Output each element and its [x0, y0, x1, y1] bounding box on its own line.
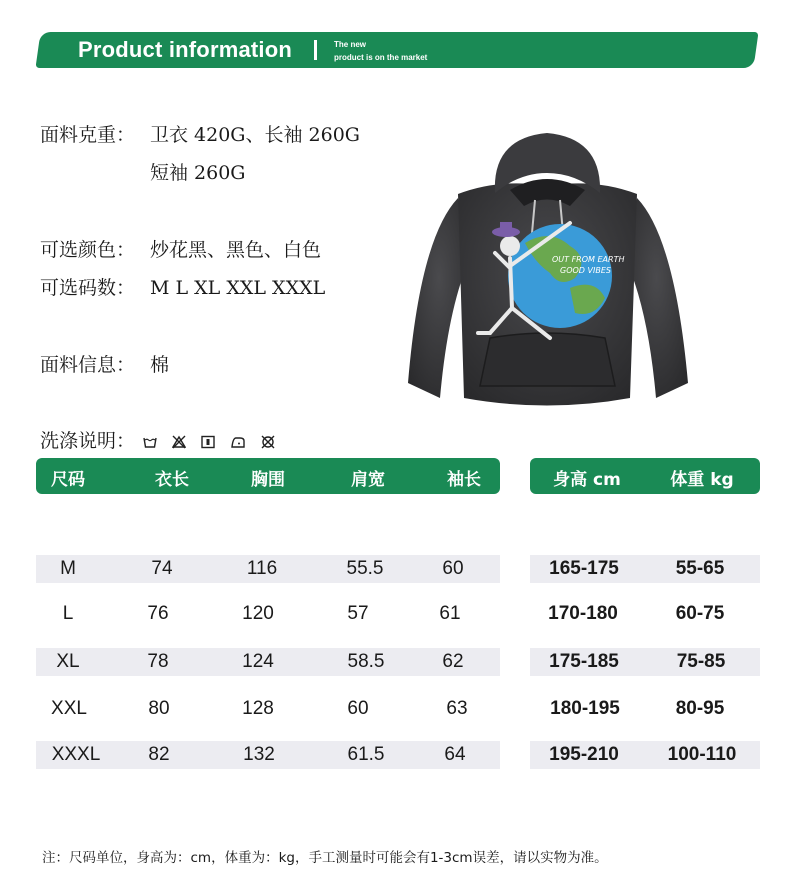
- spec-weight: [40, 120, 360, 147]
- banner-subtitle-line2: product is on the market: [334, 53, 428, 62]
- banner-divider: [314, 40, 317, 60]
- size-cell: XL: [56, 651, 80, 672]
- size-cell: M: [60, 558, 76, 579]
- header-banner-content: [38, 32, 756, 68]
- size-cell: XXL: [51, 698, 87, 719]
- wash-icons: [143, 435, 275, 449]
- spec-wash-label: 洗涤说明：: [40, 430, 136, 452]
- no-dry-clean-icon: [261, 435, 275, 449]
- spec-weight-label: 面料克重：: [40, 124, 136, 146]
- spec-color-value: 炒花黑、黑色、白色: [150, 239, 322, 261]
- spec-size-value: M L XL XXL XXXL: [150, 277, 326, 299]
- size-header-shoulder: 肩宽: [351, 470, 385, 490]
- length-cell: 80: [148, 698, 170, 719]
- height-cell: 170-180: [548, 603, 618, 624]
- shoulder-cell: 55.5: [346, 558, 384, 579]
- print-text-line2: GOOD VIBES: [560, 266, 611, 275]
- spec-size-label: 可选码数：: [40, 277, 136, 299]
- chest-cell: 124: [242, 651, 274, 672]
- tumble-dry-icon: [201, 435, 215, 449]
- height-cell: 180-195: [550, 698, 620, 719]
- size-table-header: [36, 458, 500, 494]
- height-cell: 175-185: [549, 651, 619, 672]
- size-header-sleeve: 袖长: [447, 470, 481, 490]
- chest-cell: 128: [242, 698, 274, 719]
- weight-cell: 100-110: [667, 744, 737, 765]
- banner-subtitle: [334, 38, 427, 64]
- banner-title: Product information: [78, 37, 293, 62]
- wash-30-icon: [143, 435, 157, 449]
- shoulder-cell: 60: [347, 698, 369, 719]
- footnote: 注：尺码单位，身高为：cm，体重为：kg，手工测量时可能会有1-3cm误差，请以实物为准。: [42, 850, 608, 866]
- spec-weight-line2: 短袖 260G: [150, 162, 246, 184]
- sleeve-cell: 62: [442, 651, 464, 672]
- print-text-line1: OUT FROM EARTH: [552, 255, 625, 264]
- shoulder-cell: 57: [347, 603, 369, 624]
- shoulder-cell: 61.5: [347, 744, 385, 765]
- spec-weight-value: 卫衣 420G、长袖 260G: [150, 124, 360, 146]
- spec-fabric: [40, 350, 169, 377]
- length-cell: 76: [147, 603, 169, 624]
- length-cell: 78: [147, 651, 169, 672]
- weight-cell: 80-95: [675, 698, 725, 719]
- size-header-length: 衣长: [155, 470, 189, 490]
- no-bleach-icon: [172, 435, 186, 449]
- chest-cell: 116: [246, 558, 278, 579]
- length-cell: 74: [151, 558, 173, 579]
- weight-cell: 75-85: [676, 651, 726, 672]
- fit-table-header: [530, 458, 760, 494]
- spec-fabric-value: 棉: [150, 354, 170, 376]
- spec-color-label: 可选颜色：: [40, 239, 136, 261]
- size-header-chest: 胸围: [251, 470, 285, 490]
- iron-low-icon: [230, 435, 246, 449]
- fit-header-weight: 体重 kg: [670, 470, 734, 490]
- banner-subtitle-line1: The new: [334, 40, 367, 49]
- hoodie-product-image: [400, 128, 695, 413]
- weight-cell: 60-75: [675, 603, 725, 624]
- chest-cell: 120: [242, 603, 274, 624]
- sleeve-cell: 64: [444, 744, 466, 765]
- sleeve-cell: 61: [439, 603, 461, 624]
- chest-cell: 132: [243, 744, 275, 765]
- height-cell: 195-210: [549, 744, 619, 765]
- spec-wash: [40, 426, 275, 453]
- sleeve-cell: 60: [442, 558, 464, 579]
- size-cell: XXXL: [51, 744, 101, 765]
- fit-header-height: 身高 cm: [553, 470, 621, 490]
- spec-color: [40, 235, 321, 262]
- length-cell: 82: [148, 744, 170, 765]
- weight-cell: 55-65: [675, 558, 725, 579]
- size-header-size: 尺码: [51, 470, 85, 490]
- height-cell: 165-175: [549, 558, 619, 579]
- shoulder-cell: 58.5: [347, 651, 385, 672]
- sleeve-cell: 63: [446, 698, 468, 719]
- spec-size: [40, 273, 325, 300]
- size-cell: L: [62, 603, 74, 624]
- spec-fabric-label: 面料信息：: [40, 354, 136, 376]
